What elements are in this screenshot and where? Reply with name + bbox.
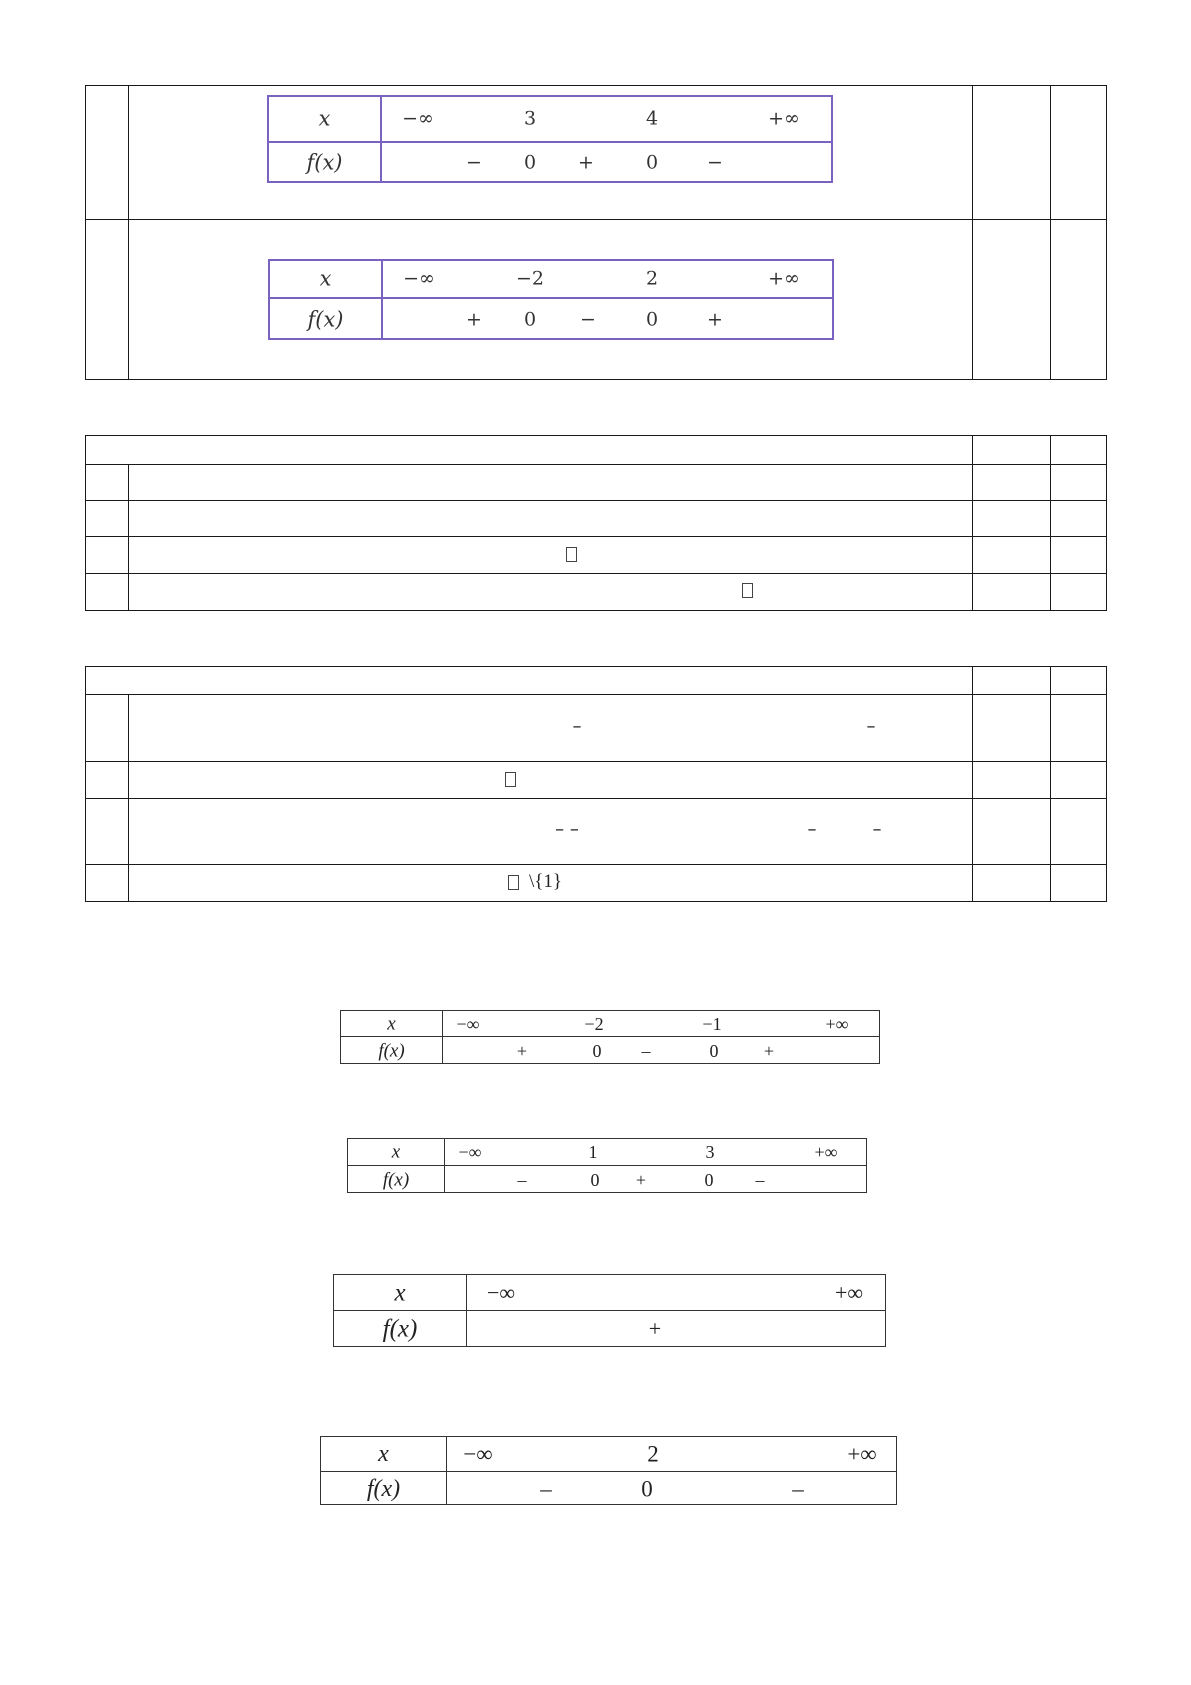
x-value: 2 <box>645 267 659 290</box>
grid-table-3 <box>85 666 1107 902</box>
sign-table-row-divider <box>269 141 831 143</box>
x-value: −2 <box>515 267 545 290</box>
dash-symbol: – <box>807 819 817 840</box>
set-exclusion-text: \{1} <box>529 871 563 892</box>
sign-value: − <box>466 151 482 174</box>
x-row-label: x <box>378 1441 389 1467</box>
missing-glyph-box <box>508 875 519 890</box>
sign-value: + <box>578 151 594 174</box>
grid-table-2-row-divider-1 <box>85 464 1107 465</box>
sign-value: + <box>635 1169 647 1190</box>
x-row-label: x <box>387 1013 396 1034</box>
grid-table-3-col-divider-2 <box>972 666 973 902</box>
fx-row-label: f(x) <box>306 150 343 175</box>
x-row-label: x <box>394 1279 406 1306</box>
dash-symbol: – – <box>555 819 579 840</box>
missing-glyph-box <box>566 547 577 562</box>
sign-table-3 <box>340 1010 880 1064</box>
zero-value: 0 <box>704 1169 714 1190</box>
x-value: 1 <box>588 1142 598 1162</box>
x-value: +∞ <box>847 1441 877 1467</box>
sign-table-col-divider <box>442 1011 443 1063</box>
dash-symbol: – <box>866 716 876 737</box>
fx-row-label: f(x) <box>366 1475 401 1502</box>
sign-table-row-divider <box>270 297 832 299</box>
zero-value: 0 <box>590 1169 600 1190</box>
missing-glyph-box <box>505 772 516 787</box>
x-row-label: x <box>318 106 331 131</box>
x-value: +∞ <box>768 267 800 290</box>
x-value: 2 <box>647 1441 659 1467</box>
zero-value: 0 <box>645 151 659 174</box>
zero-value: 0 <box>523 308 537 330</box>
x-value: −∞ <box>403 267 435 290</box>
x-value: −2 <box>584 1013 604 1034</box>
zero-value: 0 <box>709 1040 719 1061</box>
sign-table-5 <box>333 1274 886 1347</box>
grid-table-3-row-divider-4 <box>85 864 1107 865</box>
x-value: −∞ <box>458 1142 482 1162</box>
x-value: 3 <box>523 107 537 130</box>
sign-table-4 <box>347 1138 867 1193</box>
sign-value: − <box>707 151 723 174</box>
zero-value: 0 <box>592 1040 602 1061</box>
sign-value: – <box>755 1169 765 1190</box>
x-value: +∞ <box>768 107 800 130</box>
zero-value: 0 <box>645 308 659 330</box>
grid-table-2-row-divider-4 <box>85 573 1107 574</box>
sign-table-row-divider <box>334 1310 885 1311</box>
grid-table-2-col-divider-3 <box>1050 435 1051 611</box>
grid-table-1-col-divider-1 <box>128 85 129 380</box>
sign-value: + <box>707 308 723 330</box>
sign-table-col-divider <box>380 97 382 181</box>
sign-table-col-divider <box>381 261 383 338</box>
sign-table-col-divider <box>446 1437 447 1504</box>
sign-value: + <box>763 1040 775 1061</box>
x-value: 4 <box>645 107 659 130</box>
sign-table-row-divider <box>341 1036 879 1037</box>
grid-table-2-col-divider-1 <box>128 464 129 611</box>
sign-table-1 <box>267 95 833 183</box>
grid-table-3-row-divider-2 <box>85 761 1107 762</box>
x-value: −∞ <box>402 107 434 130</box>
sign-value: – <box>792 1476 804 1501</box>
x-row-label: x <box>319 266 332 291</box>
dash-symbol: – <box>572 716 582 737</box>
grid-table-3-row-divider-1 <box>85 694 1107 695</box>
zero-value: 0 <box>641 1476 653 1501</box>
x-value: −1 <box>702 1013 722 1034</box>
x-value: −∞ <box>486 1279 516 1305</box>
grid-table-3-row-divider-3 <box>85 798 1107 799</box>
grid-table-1-col-divider-2 <box>972 85 973 380</box>
x-value: +∞ <box>814 1142 838 1162</box>
grid-table-1-row-divider <box>85 219 1107 220</box>
x-value: +∞ <box>825 1013 849 1034</box>
sign-table-col-divider <box>466 1275 467 1346</box>
grid-table-2-col-divider-2 <box>972 435 973 611</box>
sign-table-row-divider <box>321 1471 896 1472</box>
x-value: +∞ <box>834 1279 864 1305</box>
sign-table-6 <box>320 1436 897 1505</box>
sign-value: + <box>648 1316 662 1341</box>
sign-value: – <box>641 1040 651 1061</box>
grid-table-2-row-divider-2 <box>85 500 1107 501</box>
fx-row-label: f(x) <box>378 1040 405 1061</box>
sign-value: + <box>516 1040 528 1061</box>
dash-symbol: – <box>872 819 882 840</box>
sign-table-col-divider <box>444 1139 445 1192</box>
sign-value: − <box>580 308 596 330</box>
grid-table-3-col-divider-3 <box>1050 666 1051 902</box>
zero-value: 0 <box>523 151 537 174</box>
x-value: 3 <box>705 1142 715 1162</box>
fx-row-label: f(x) <box>382 1315 418 1343</box>
grid-table-3-col-divider-1 <box>128 694 129 902</box>
grid-table-2-row-divider-3 <box>85 536 1107 537</box>
sign-value: + <box>466 308 482 330</box>
missing-glyph-box <box>742 583 753 598</box>
fx-row-label: f(x) <box>382 1169 410 1190</box>
grid-table-1-col-divider-3 <box>1050 85 1051 380</box>
sign-value: – <box>517 1169 527 1190</box>
fx-row-label: f(x) <box>307 307 344 331</box>
sign-value: – <box>540 1476 552 1501</box>
x-row-label: x <box>391 1141 401 1163</box>
grid-table-2 <box>85 435 1107 611</box>
x-value: −∞ <box>463 1441 493 1467</box>
sign-table-2 <box>268 259 834 340</box>
x-value: −∞ <box>456 1013 480 1034</box>
sign-table-row-divider <box>348 1165 866 1166</box>
